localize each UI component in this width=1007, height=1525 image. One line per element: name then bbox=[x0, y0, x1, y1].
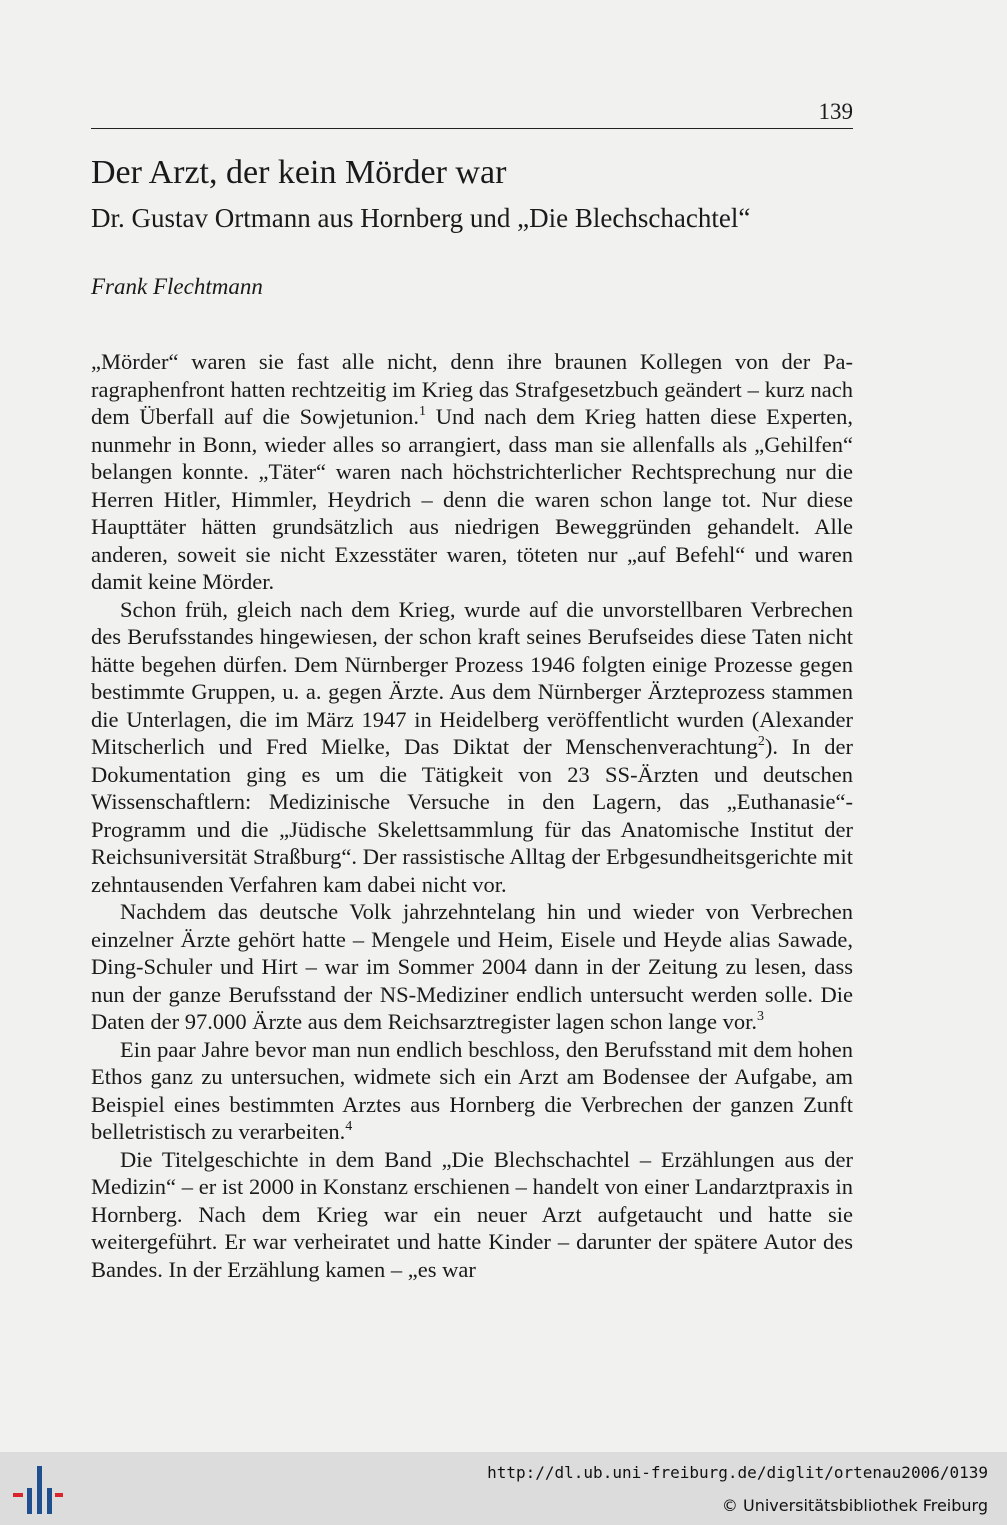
paragraph-4 bbox=[91, 1036, 853, 1146]
paragraph-text: Ein paar Jahre bevor man nun endlich beschloss, den Berufsstand mit dem hohen Ethos ganz zu untersuchen, widmete sich ein Arzt am Bodensee der Aufgabe, am Beispiel eines bestimmten Arztes aus Hornberg die Verbrechen der ganzen Zunft belletristisch zu verarbeiten. bbox=[91, 1036, 853, 1144]
logo-blue-right-bar bbox=[47, 1488, 52, 1514]
paragraph-5 bbox=[91, 1146, 853, 1284]
footnote-marker: 4 bbox=[345, 1119, 353, 1134]
paragraph-text: „Mörder“ waren sie fast alle nicht, denn ihre braunen Kollegen von der Paragraphenfront hatten rechtzeitig im Krieg das Strafgesetzbuch geändert – kurz nach dem Überfall auf die Sowjetunion. bbox=[91, 349, 853, 429]
article-body bbox=[91, 348, 853, 1283]
logo-red-right-bar bbox=[55, 1493, 63, 1497]
header-rule bbox=[91, 128, 853, 129]
article-author: Frank Flechtmann bbox=[91, 274, 263, 299]
logo-blue-left-bar bbox=[27, 1488, 32, 1514]
page-number: 139 bbox=[818, 99, 853, 124]
footnote-marker: 3 bbox=[757, 1009, 765, 1024]
logo-red-left-bar bbox=[13, 1493, 23, 1497]
paragraph-2 bbox=[91, 596, 853, 899]
logo-blue-center-bar bbox=[37, 1466, 42, 1514]
ub-freiburg-logo-icon bbox=[12, 1464, 64, 1516]
footnote-marker: 1 bbox=[419, 404, 427, 419]
library-copyright: © Universitätsbibliothek Freiburg bbox=[721, 1496, 988, 1515]
paragraph-text: Nachdem das deutsche Volk jahrzehntelang hin und wieder von Verbrechen einzelner Ärzte gehört hatte – Mengele und Heim, Eisele und Heyde alias Sawade, Ding-Schuler und Hirt – war im Sommer 2004 dann in der Zeitung zu lesen, dass nun der ganze Berufsstand der NS-Mediziner endlich untersucht werden solle. Die Daten der 97.000 Ärzte aus dem Reichsarztregister lagen schon lange vor. bbox=[91, 899, 853, 1034]
paragraph-text: Und nach dem Krieg hatten diese Experten, nunmehr in Bonn, wieder alles so arrangiert, dass man sie allenfalls als „Gehilfen“ belangen konnte. „Täter“ waren nach höchstrichterlicher Rechtsprechung nur die Herren Hitler, Himmler, Heydrich – denn die waren schon lange tot. Nur diese Haupttäter hätten grundsätzlich aus niedrigen Beweggründen gehandelt. Alle anderen, soweit sie nicht Exzesstäter waren, töteten nur „auf Befehl“ und waren damit keine Mörder. bbox=[91, 404, 853, 594]
paragraph-text: Schon früh, gleich nach dem Krieg, wurde auf die unvorstellbaren Verbrechen des Berufsstandes hingewiesen, der schon kraft seines Berufseides diese Taten nicht hätte begehen dürfen. Dem Nürnberger Prozess 1946 folgten einige Prozesse gegen bestimmte Gruppen, u. a. gegen Ärzte. Aus dem Nürnberger Ärzteprozess stammen die Unterlagen, die im März 1947 in Heidelberg veröffentlicht wurden (Alexander Mitscherlich und Fred Mielke, Das Diktat der Menschenverachtung bbox=[91, 596, 853, 759]
paragraph-1 bbox=[91, 348, 853, 596]
digital-library-url-link[interactable]: http://dl.ub.uni-freiburg.de/diglit/ortenau2006/0139 bbox=[487, 1463, 988, 1482]
paragraph-text: Die Titelgeschichte in dem Band „Die Blechschachtel – Erzählungen aus der Medizin“ – er ist 2000 in Konstanz erschienen – handelt von einer Landarztpraxis in Hornberg. Nach dem Krieg war ein neuer Arzt aufgetaucht und hatte sie weitergeführt. Er war verheiratet und hatte Kinder – darunter der spätere Autor des Bandes. In der Erzählung kamen – „es war bbox=[91, 1146, 853, 1282]
paragraph-text: ). In der Dokumentation ging es um die Tätigkeit von 23 SS-Ärzten und deutschen Wissenschaftlern: Medizinische Versuche in den Lagern, das „Euthanasie“-Programm und die „Jüdische Skelettsammlung für das Anatomische Institut der Reichsuniversität Straßburg“. Der rassistische Alltag der Erbgesundheitsgerichte mit zehntausenden Verfahren kam dabei nicht vor. bbox=[91, 734, 853, 897]
article-title: Der Arzt, der kein Mörder war bbox=[91, 154, 507, 191]
paragraph-3 bbox=[91, 898, 853, 1036]
footnote-marker: 2 bbox=[757, 734, 765, 749]
article-subtitle: Dr. Gustav Ortmann aus Hornberg und „Die Blechschachtel“ bbox=[91, 203, 751, 233]
library-footer bbox=[0, 1452, 1007, 1525]
